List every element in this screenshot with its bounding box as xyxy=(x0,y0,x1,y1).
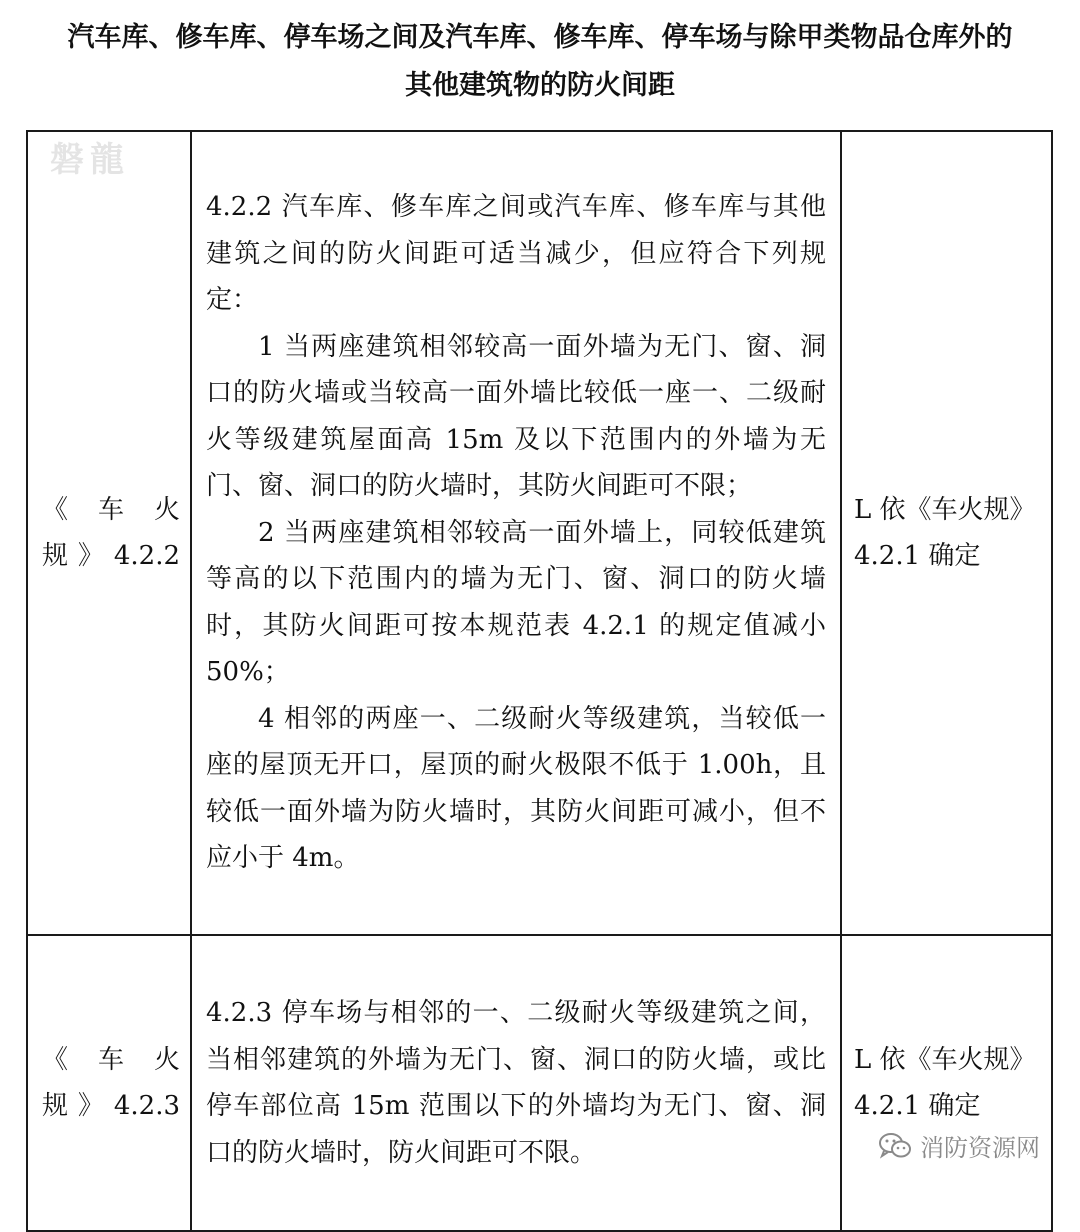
table-row xyxy=(27,131,1052,935)
title-line-2: 其他建筑物的防火间距 xyxy=(405,70,675,101)
reference-cell xyxy=(27,131,191,935)
reference-text: 《 车 火 规》4.2.2 xyxy=(42,494,180,571)
watermark-logo: 磐龍 xyxy=(50,140,130,180)
note-text: L 依《车火规》4.2.1 确定 xyxy=(854,1044,1036,1121)
title-line-1: 汽车库、修车库、停车场之间及汽车库、修车库、停车场与除甲类物品仓库外的 xyxy=(67,22,1013,53)
regulation-table xyxy=(26,130,1053,1232)
brand-label: 消防资源网 xyxy=(920,1134,1040,1162)
note-cell xyxy=(841,131,1052,935)
clause-paragraph: 1 当两座建筑相邻较高一面外墙为无门、窗、洞口的防火墙或当较高一面外墙比较低一座一、二级耐火等级建筑屋面高 15m 及以下范围内的外墙为无门、窗、洞口的防火墙时，其防火间距可不限； xyxy=(206,331,826,502)
clause-paragraph: 4.2.3 停车场与相邻的一、二级耐火等级建筑之间，当相邻建筑的外墙为无门、窗、洞口的防火墙，或比停车部位高 15m 范围以下的外墙均为无门、窗、洞口的防火墙时，防火间距可不限。 xyxy=(206,998,826,1168)
wechat-icon xyxy=(878,1131,912,1161)
clause-content-cell xyxy=(191,131,841,935)
reference-text: 《 车 火 规》4.2.3 xyxy=(42,1044,180,1121)
clause-paragraph: 2 当两座建筑相邻较高一面外墙上，同较低建筑等高的以下范围内的墙为无门、窗、洞口的防火墙时，其防火间距可按本规范表 4.2.1 的规定值减小 50%； xyxy=(206,517,826,688)
clause-paragraph: 4.2.2 汽车库、修车库之间或汽车库、修车库与其他建筑之间的防火间距可适当减少，但应符合下列规定： xyxy=(206,192,826,316)
clause-paragraph: 4 相邻的两座一、二级耐火等级建筑，当较低一座的屋顶无开口，屋顶的耐火极限不低于 1.00h，且较低一面外墙为防火墙时，其防火间距可减小，但不应小于 4m。 xyxy=(206,703,826,874)
note-cell xyxy=(841,935,1052,1231)
note-text: L 依《车火规》4.2.1 确定 xyxy=(854,494,1036,571)
reference-cell xyxy=(27,935,191,1231)
brand-watermark xyxy=(874,1126,1044,1165)
clause-content-cell xyxy=(191,935,841,1231)
table-row xyxy=(27,935,1052,1231)
page-title xyxy=(0,14,1080,110)
